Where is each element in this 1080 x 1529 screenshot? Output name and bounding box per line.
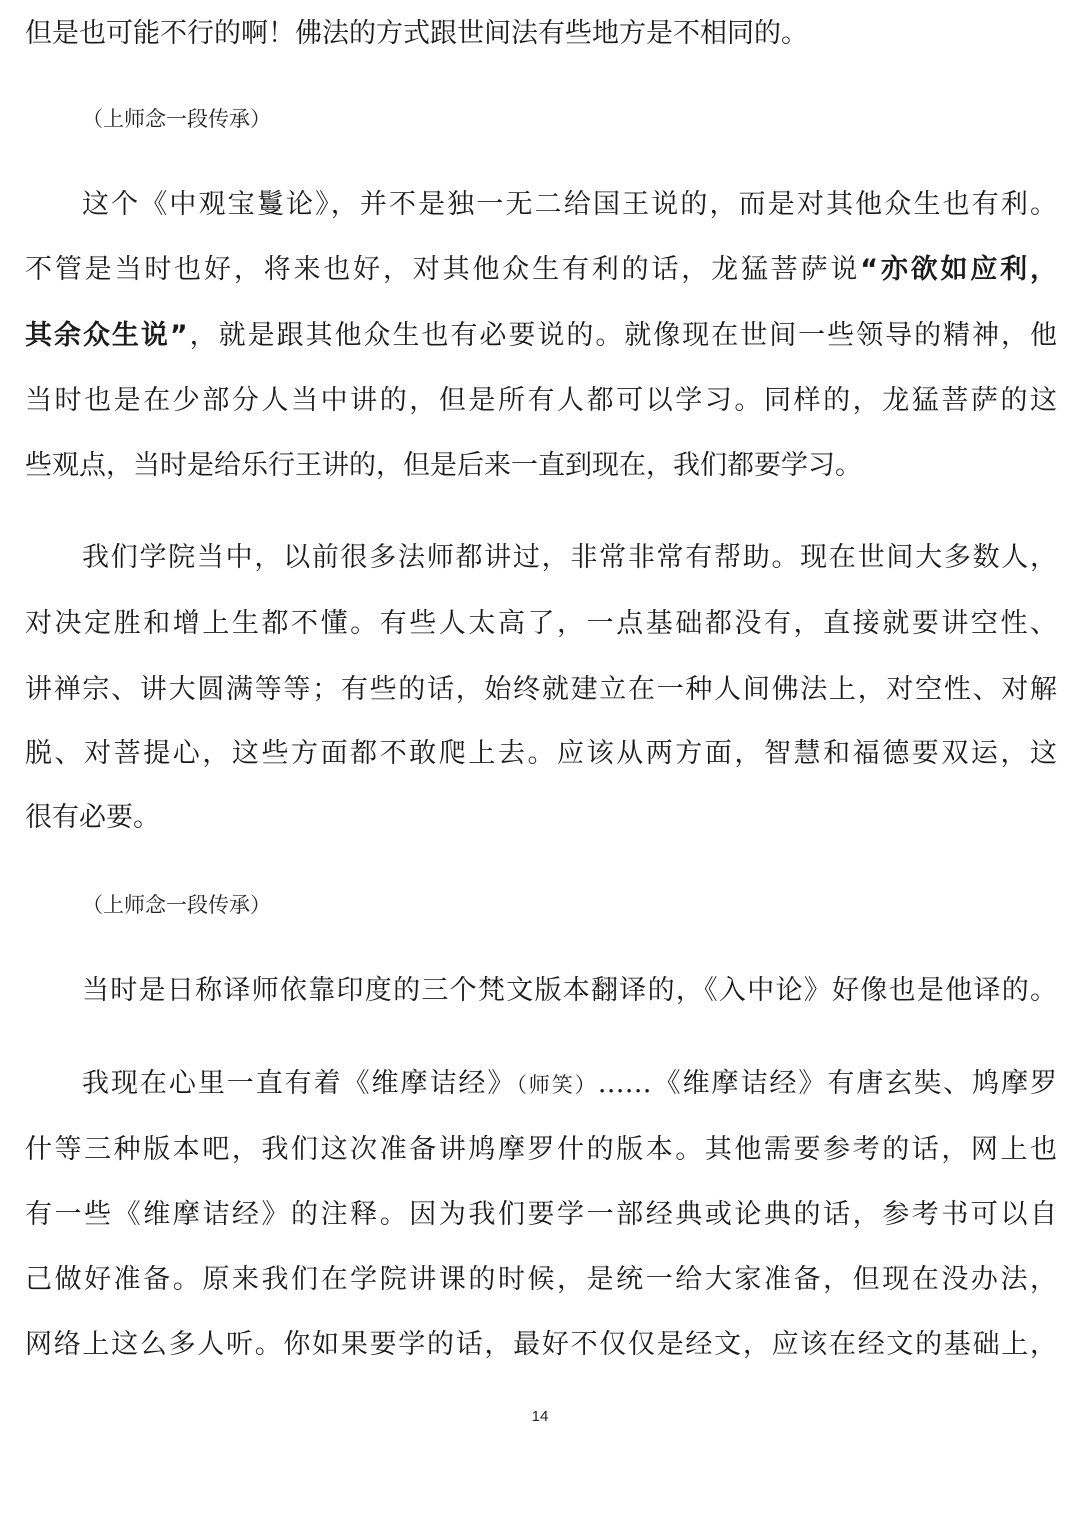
paragraph-text: 我现在心里一直有着《维摩诘经》 — [82, 1068, 517, 1099]
note-text: （上师念一段传承） — [82, 893, 271, 917]
text-line — [25, 316, 1057, 356]
text-line — [25, 14, 1057, 54]
quoted-verse: “亦欲如应利， — [860, 254, 1057, 285]
inline-note: （师笑） — [516, 1073, 598, 1097]
quoted-verse: 其余众生说” — [25, 320, 188, 351]
text-line: 我们学院当中，以前很多法师都讲过，非常非常有帮助。现在世间大多数人， — [82, 542, 1057, 573]
text-line: 讲禅宗、讲大圆满等等；有些的话，始终就建立在一种人间佛法上，对空性、对解 — [25, 674, 1057, 705]
text-line: 很有必要。 — [25, 802, 160, 833]
text-line: 当时也是在少部分人当中讲的，但是所有人都可以学习。同样的，龙猛菩萨的这 — [25, 385, 1057, 416]
text-line: 脱、对菩提心，这些方面都不敢爬上去。应该从两方面，智慧和福德要双运，这 — [25, 738, 1057, 769]
paragraph-text: 但是也可能不行的啊！佛法的方式跟世间法有些地方是不相同的。 — [25, 18, 808, 49]
text-line — [25, 1064, 1057, 1104]
page-number: 14 — [531, 1408, 549, 1425]
transmission-note — [25, 885, 1057, 925]
paragraph-text: ……《维摩诘经》有唐玄奘、鸠摩罗 — [597, 1068, 1057, 1099]
text-line: 网络上这么多人听。你如果要学的话，最好不仅仅是经文，应该在经文的基础上， — [25, 1329, 1057, 1360]
text-line: 当时是日称译师依靠印度的三个梵文版本翻译的，《入中论》好像也是他译的。 — [82, 975, 1057, 1006]
transmission-note — [25, 99, 1057, 139]
paragraph-text: 不管是当时也好，将来也好，对其他众生有利的话，龙猛菩萨说 — [25, 254, 861, 285]
paragraph-text: ，就是跟其他众生也有必要说的。就像现在世间一些领导的精神，他 — [187, 320, 1057, 351]
text-line — [25, 250, 1057, 290]
text-line: 己做好准备。原来我们在学院讲课的时候，是统一给大家准备，但现在没办法， — [25, 1264, 1057, 1295]
text-line: 有一些《维摩诘经》的注释。因为我们要学一部经典或论典的话，参考书可以自 — [25, 1199, 1057, 1230]
text-line: 这个《中观宝鬘论》，并不是独一无二给国王说的，而是对其他众生也有利。 — [82, 189, 1057, 220]
text-line: 什等三种版本吧，我们这次准备讲鸠摩罗什的版本。其他需要参考的话，网上也 — [25, 1134, 1057, 1165]
text-line: 些观点，当时是给乐行王讲的，但是后来一直到现在，我们都要学习。 — [25, 450, 862, 481]
note-text: （上师念一段传承） — [82, 107, 271, 131]
text-line: 对决定胜和增上生都不懂。有些人太高了，一点基础都没有，直接就要讲空性、 — [25, 608, 1057, 639]
